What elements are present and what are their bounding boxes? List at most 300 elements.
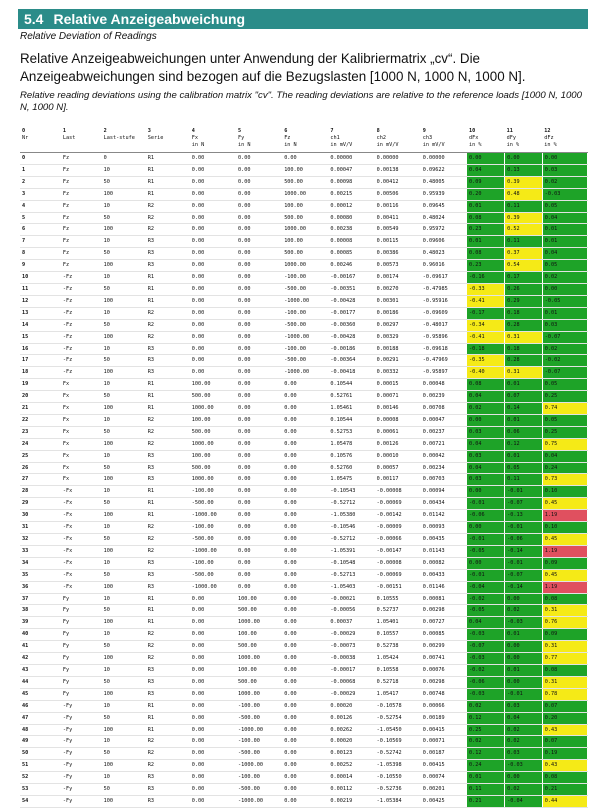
table-cell: 0.00: [236, 153, 282, 165]
deviation-cell: 0.00: [505, 653, 543, 665]
table-cell: -0.00029: [328, 629, 374, 641]
table-cell: Fy: [61, 676, 102, 688]
column-header: [236, 135, 282, 153]
table-cell: 0.00: [282, 688, 328, 700]
column-header-unit: in mV/V: [422, 142, 445, 148]
table-cell: 0.00: [282, 557, 328, 569]
table-cell: 0.00: [236, 367, 282, 379]
table-cell: R2: [146, 414, 190, 426]
table-cell: 0.00042: [421, 450, 467, 462]
deviation-cell: 0.37: [505, 248, 543, 260]
table-cell: 19: [20, 379, 61, 391]
table-cell: 48: [20, 724, 61, 736]
table-cell: 44: [20, 676, 61, 688]
table-cell: 500.00: [190, 426, 236, 438]
table-cell: 0.10555: [375, 593, 421, 605]
table-cell: -0.09617: [421, 272, 467, 284]
table-row: [20, 569, 588, 581]
column-header: [102, 135, 146, 153]
table-cell: -100.00: [282, 343, 328, 355]
table-cell: R1: [146, 403, 190, 415]
table-cell: R2: [146, 200, 190, 212]
table-cell: 0.00047: [421, 414, 467, 426]
deviation-cell: 0.04: [467, 164, 505, 176]
table-cell: 0.00329: [375, 331, 421, 343]
table-cell: 0.00: [190, 712, 236, 724]
deviation-cell: 0.44: [542, 795, 587, 807]
table-cell: 34: [20, 557, 61, 569]
table-cell: -0.00056: [328, 605, 374, 617]
deviation-cell: -0.18: [467, 343, 505, 355]
table-cell: Fx: [61, 474, 102, 486]
deviation-cell: 1.19: [542, 545, 587, 557]
table-cell: 500.00: [236, 641, 282, 653]
deviation-cell: -0.04: [505, 795, 543, 807]
table-cell: R3: [146, 343, 190, 355]
table-cell: 0.00234: [421, 462, 467, 474]
table-cell: 0.00: [236, 224, 282, 236]
table-cell: 0.48023: [421, 248, 467, 260]
deviation-cell: 0.11: [505, 474, 543, 486]
table-row: [20, 367, 588, 379]
table-cell: 0.52753: [328, 426, 374, 438]
table-cell: R2: [146, 438, 190, 450]
table-cell: 33: [20, 545, 61, 557]
table-cell: 1: [20, 164, 61, 176]
table-row: [20, 319, 588, 331]
column-header-name: Fz: [284, 135, 291, 141]
table-row: [20, 450, 588, 462]
table-cell: 50: [102, 534, 146, 546]
table-cell: 0.00: [282, 414, 328, 426]
table-cell: -Fx: [61, 522, 102, 534]
table-cell: 0.00: [282, 462, 328, 474]
table-cell: 10: [102, 772, 146, 784]
table-cell: -500.00: [190, 569, 236, 581]
table-cell: 0.00727: [421, 617, 467, 629]
table-cell: 0.00411: [375, 212, 421, 224]
deviation-cell: 0.01: [467, 772, 505, 784]
table-cell: 0.00: [190, 772, 236, 784]
table-row: [20, 760, 588, 772]
table-cell: 6: [20, 224, 61, 236]
table-row: [20, 557, 588, 569]
table-cell: R1: [146, 153, 190, 165]
table-cell: 10: [102, 486, 146, 498]
table-cell: 0.00: [236, 295, 282, 307]
table-cell: 50: [102, 641, 146, 653]
table-cell: 100.00: [282, 164, 328, 176]
table-cell: 0.52760: [328, 462, 374, 474]
table-cell: R1: [146, 391, 190, 403]
table-cell: 0.00085: [328, 248, 374, 260]
table-cell: 40: [20, 629, 61, 641]
table-cell: 0.00: [236, 260, 282, 272]
table-row: [20, 164, 588, 176]
table-row: [20, 403, 588, 415]
deviation-cell: 0.01: [505, 664, 543, 676]
table-cell: 0.00: [236, 331, 282, 343]
table-cell: 0.00: [282, 498, 328, 510]
column-header-unit: in %: [544, 142, 557, 148]
table-cell: 0.00000: [421, 153, 467, 165]
table-cell: -0.00177: [328, 307, 374, 319]
column-header-unit: in mV/V: [330, 142, 353, 148]
table-cell: 0.00: [190, 283, 236, 295]
table-cell: 0.00: [190, 212, 236, 224]
table-cell: -0.00069: [375, 498, 421, 510]
deviation-cell: -0.16: [467, 272, 505, 284]
table-cell: 0.00015: [375, 379, 421, 391]
deviation-cell: 0.28: [505, 355, 543, 367]
table-cell: R2: [146, 748, 190, 760]
table-cell: 0.00: [236, 414, 282, 426]
table-cell: 0.00: [190, 176, 236, 188]
table-cell: 0.00138: [375, 164, 421, 176]
column-header: [328, 135, 374, 153]
deviation-cell: -0.01: [505, 486, 543, 498]
table-cell: 46: [20, 700, 61, 712]
table-cell: R1: [146, 593, 190, 605]
table-cell: R2: [146, 331, 190, 343]
table-cell: 0.00: [236, 569, 282, 581]
table-row: [20, 700, 588, 712]
table-cell: 0.00237: [421, 426, 467, 438]
table-row: [20, 295, 588, 307]
table-cell: -0.00073: [328, 641, 374, 653]
deviation-cell: 0.05: [542, 260, 587, 272]
table-cell: 0.00: [236, 545, 282, 557]
table-cell: 10: [102, 736, 146, 748]
deviation-cell: -0.06: [505, 534, 543, 546]
deviation-cell: 0.24: [467, 760, 505, 772]
deviation-cell: -0.05: [542, 295, 587, 307]
deviation-cell: 0.02: [505, 724, 543, 736]
table-cell: R1: [146, 712, 190, 724]
table-cell: -Fz: [61, 343, 102, 355]
table-cell: 0.00415: [421, 724, 467, 736]
deviation-cell: 0.24: [542, 462, 587, 474]
table-cell: 18: [20, 367, 61, 379]
deviation-cell: 0.04: [467, 391, 505, 403]
table-cell: 0.00703: [421, 474, 467, 486]
table-cell: 0.00: [190, 724, 236, 736]
table-cell: 52: [20, 772, 61, 784]
deviation-cell: 0.45: [542, 569, 587, 581]
table-row: [20, 772, 588, 784]
deviation-cell: 0.05: [542, 379, 587, 391]
deviation-cell: 0.43: [542, 760, 587, 772]
table-cell: 0.00291: [375, 355, 421, 367]
table-cell: 0.00048: [421, 379, 467, 391]
table-cell: R3: [146, 248, 190, 260]
table-cell: 0.00: [282, 522, 328, 534]
table-cell: 0.00549: [375, 224, 421, 236]
deviation-cell: 0.05: [542, 414, 587, 426]
table-cell: Fy: [61, 688, 102, 700]
column-header-name: Fy: [237, 135, 245, 141]
deviation-cell: 0.08: [542, 664, 587, 676]
table-cell: 0.00: [236, 391, 282, 403]
table-row: [20, 283, 588, 295]
table-cell: 0.00506: [375, 188, 421, 200]
table-row: [20, 307, 588, 319]
table-cell: -0.00364: [328, 355, 374, 367]
table-cell: 100: [102, 653, 146, 665]
table-cell: Fz: [61, 260, 102, 272]
table-cell: 0.00082: [421, 557, 467, 569]
table-cell: -1000.00: [282, 331, 328, 343]
table-cell: -0.10569: [375, 736, 421, 748]
table-cell: R3: [146, 355, 190, 367]
table-cell: -Fy: [61, 772, 102, 784]
table-cell: R3: [146, 688, 190, 700]
deviation-cell: 0.12: [467, 712, 505, 724]
table-cell: 100: [102, 188, 146, 200]
table-cell: 1000.00: [190, 438, 236, 450]
deviation-cell: -0.33: [467, 283, 505, 295]
table-cell: 0.00: [190, 188, 236, 200]
table-row: [20, 545, 588, 557]
table-cell: -Fy: [61, 760, 102, 772]
deviation-cell: -0.03: [467, 629, 505, 641]
table-cell: 0.00: [190, 153, 236, 165]
table-cell: 20: [20, 391, 61, 403]
table-cell: 10: [102, 664, 146, 676]
deviation-cell: 0.08: [542, 593, 587, 605]
table-cell: 0.00112: [328, 784, 374, 796]
table-cell: 50: [102, 319, 146, 331]
table-cell: 45: [20, 688, 61, 700]
table-cell: 0.00117: [375, 474, 421, 486]
table-cell: R3: [146, 676, 190, 688]
deviation-cell: 0.14: [505, 403, 543, 415]
table-cell: 0.00412: [375, 176, 421, 188]
table-cell: -500.00: [282, 319, 328, 331]
column-index: 6: [284, 128, 288, 134]
column-header-name: Nr: [22, 135, 29, 141]
table-cell: 50: [102, 605, 146, 617]
table-cell: -1000.00: [190, 510, 236, 522]
deviation-cell: 0.21: [542, 784, 587, 796]
deviation-cell: 0.73: [542, 474, 587, 486]
deviation-cell: 0.09: [542, 629, 587, 641]
deviation-cell: 0.04: [467, 617, 505, 629]
table-cell: 1.05461: [328, 403, 374, 415]
table-cell: 8: [20, 248, 61, 260]
table-cell: 0.00: [282, 784, 328, 796]
deviation-cell: 0.08: [467, 379, 505, 391]
table-cell: -0.00428: [328, 295, 374, 307]
table-cell: 500.00: [236, 605, 282, 617]
table-cell: 0.00014: [328, 772, 374, 784]
table-cell: 0.00: [190, 700, 236, 712]
table-cell: R1: [146, 510, 190, 522]
table-cell: 100.00: [190, 379, 236, 391]
deviation-cell: 0.76: [542, 617, 587, 629]
table-cell: 1.05478: [328, 438, 374, 450]
table-cell: -500.00: [236, 748, 282, 760]
table-cell: 0.00252: [328, 760, 374, 772]
table-cell: 30: [20, 510, 61, 522]
deviation-cell: 0.02: [542, 176, 587, 188]
deviation-cell: 0.04: [467, 462, 505, 474]
table-cell: 0.00: [190, 605, 236, 617]
paragraph-german: Relative Anzeigeabweichungen unter Anwendung der Kalibriermatrix „cv“. Die Anzeigeabweichungen sind bezogen auf die Bezugslasten [1000 N, 1000 N, 1000 N].: [20, 51, 526, 84]
table-cell: 0.00: [190, 736, 236, 748]
table-cell: -0.00142: [375, 510, 421, 522]
table-cell: 0.00: [236, 236, 282, 248]
table-cell: R3: [146, 367, 190, 379]
deviation-cell: 0.25: [467, 724, 505, 736]
table-cell: 100: [102, 795, 146, 807]
table-cell: 0.00: [236, 272, 282, 284]
table-cell: -0.52713: [328, 569, 374, 581]
table-cell: R1: [146, 283, 190, 295]
column-header: [190, 135, 236, 153]
table-cell: 100.00: [190, 414, 236, 426]
deviation-cell: 0.12: [467, 748, 505, 760]
deviation-cell: 0.48: [505, 188, 543, 200]
deviation-cell: -0.01: [467, 498, 505, 510]
column-index: 7: [330, 128, 334, 134]
deviation-cell: 0.31: [505, 331, 543, 343]
table-row: [20, 462, 588, 474]
table-cell: 0.00219: [328, 795, 374, 807]
deviation-cell: 0.20: [467, 188, 505, 200]
table-cell: -Fx: [61, 534, 102, 546]
deviation-cell: 0.03: [505, 700, 543, 712]
column-header-name: dFx: [469, 135, 479, 141]
table-cell: 0.00: [236, 450, 282, 462]
table-cell: 50: [102, 676, 146, 688]
table-row: [20, 188, 588, 200]
table-cell: -Fy: [61, 712, 102, 724]
table-cell: -0.00186: [328, 343, 374, 355]
table-cell: 50: [102, 426, 146, 438]
table-cell: R3: [146, 569, 190, 581]
table-cell: 0.00: [282, 724, 328, 736]
table-cell: 28: [20, 486, 61, 498]
table-cell: Fy: [61, 641, 102, 653]
table-cell: R3: [146, 474, 190, 486]
table-row: [20, 438, 588, 450]
table-row: [20, 534, 588, 546]
table-cell: 1000.00: [282, 188, 328, 200]
table-cell: R2: [146, 534, 190, 546]
table-cell: 0.00: [282, 510, 328, 522]
table-cell: -0.52712: [328, 498, 374, 510]
table-cell: -1000.00: [190, 581, 236, 593]
table-cell: -Fx: [61, 569, 102, 581]
table-cell: -100.00: [236, 772, 282, 784]
table-cell: 0.00: [282, 605, 328, 617]
table-cell: 0.00186: [375, 307, 421, 319]
table-cell: 0.00123: [328, 748, 374, 760]
deviation-cell: 0.04: [505, 712, 543, 724]
deviation-cell: -0.41: [467, 295, 505, 307]
table-cell: 100: [102, 367, 146, 379]
table-cell: 0.00238: [328, 224, 374, 236]
deviation-cell: 0.39: [505, 212, 543, 224]
deviation-cell: -0.01: [467, 569, 505, 581]
table-cell: -500.00: [236, 712, 282, 724]
deviation-cell: 0.11: [505, 200, 543, 212]
table-cell: 1.05401: [375, 617, 421, 629]
table-cell: 50: [102, 569, 146, 581]
table-cell: -1000.00: [190, 545, 236, 557]
deviation-cell: -0.03: [505, 617, 543, 629]
table-cell: 29: [20, 498, 61, 510]
deviation-cell: 0.11: [467, 784, 505, 796]
table-row: [20, 736, 588, 748]
table-cell: -Fz: [61, 295, 102, 307]
table-cell: 100: [102, 474, 146, 486]
table-cell: -0.09618: [421, 343, 467, 355]
table-cell: 0.00: [190, 617, 236, 629]
table-cell: -0.00009: [375, 522, 421, 534]
table-row: [20, 688, 588, 700]
table-cell: 0.00: [236, 510, 282, 522]
table-cell: R2: [146, 653, 190, 665]
deviation-cell: 0.06: [505, 426, 543, 438]
table-cell: R2: [146, 426, 190, 438]
table-cell: Fx: [61, 403, 102, 415]
table-cell: 0.01143: [421, 545, 467, 557]
table-cell: 32: [20, 534, 61, 546]
table-cell: 10: [102, 379, 146, 391]
table-cell: 0.00081: [421, 593, 467, 605]
column-header-unit: in %: [469, 142, 482, 148]
table-cell: 100.00: [236, 629, 282, 641]
table-cell: Fz: [61, 164, 102, 176]
table-cell: 0.00: [236, 176, 282, 188]
table-row: [20, 153, 588, 165]
table-cell: 51: [20, 760, 61, 772]
table-cell: -100.00: [236, 700, 282, 712]
table-cell: 12: [20, 295, 61, 307]
table-cell: 0.00: [282, 581, 328, 593]
table-cell: 1000.00: [190, 474, 236, 486]
table-cell: 100: [102, 581, 146, 593]
deviation-cell: 0.01: [505, 450, 543, 462]
table-cell: 11: [20, 283, 61, 295]
table-cell: R3: [146, 236, 190, 248]
table-cell: -0.48017: [421, 319, 467, 331]
deviation-cell: 0.00: [505, 153, 543, 165]
table-cell: 1.05424: [375, 653, 421, 665]
table-cell: -100.00: [282, 272, 328, 284]
table-cell: -Fy: [61, 736, 102, 748]
deviation-cell: 0.01: [505, 629, 543, 641]
table-cell: 0.52737: [375, 605, 421, 617]
deviation-cell: 0.00: [505, 676, 543, 688]
table-cell: -Fx: [61, 498, 102, 510]
column-header-unit: in N: [237, 142, 251, 148]
table-cell: 0.48005: [421, 176, 467, 188]
table-row: [20, 176, 588, 188]
column-index-row: [20, 127, 588, 135]
column-index: 9: [422, 128, 426, 134]
table-row: [20, 748, 588, 760]
table-cell: 0.00: [190, 319, 236, 331]
deviation-cell: 0.03: [542, 164, 587, 176]
deviation-cell: 0.18: [505, 307, 543, 319]
table-cell: Fz: [61, 236, 102, 248]
table-cell: 100: [102, 295, 146, 307]
table-cell: -0.09609: [421, 307, 467, 319]
table-cell: 0.00008: [375, 414, 421, 426]
